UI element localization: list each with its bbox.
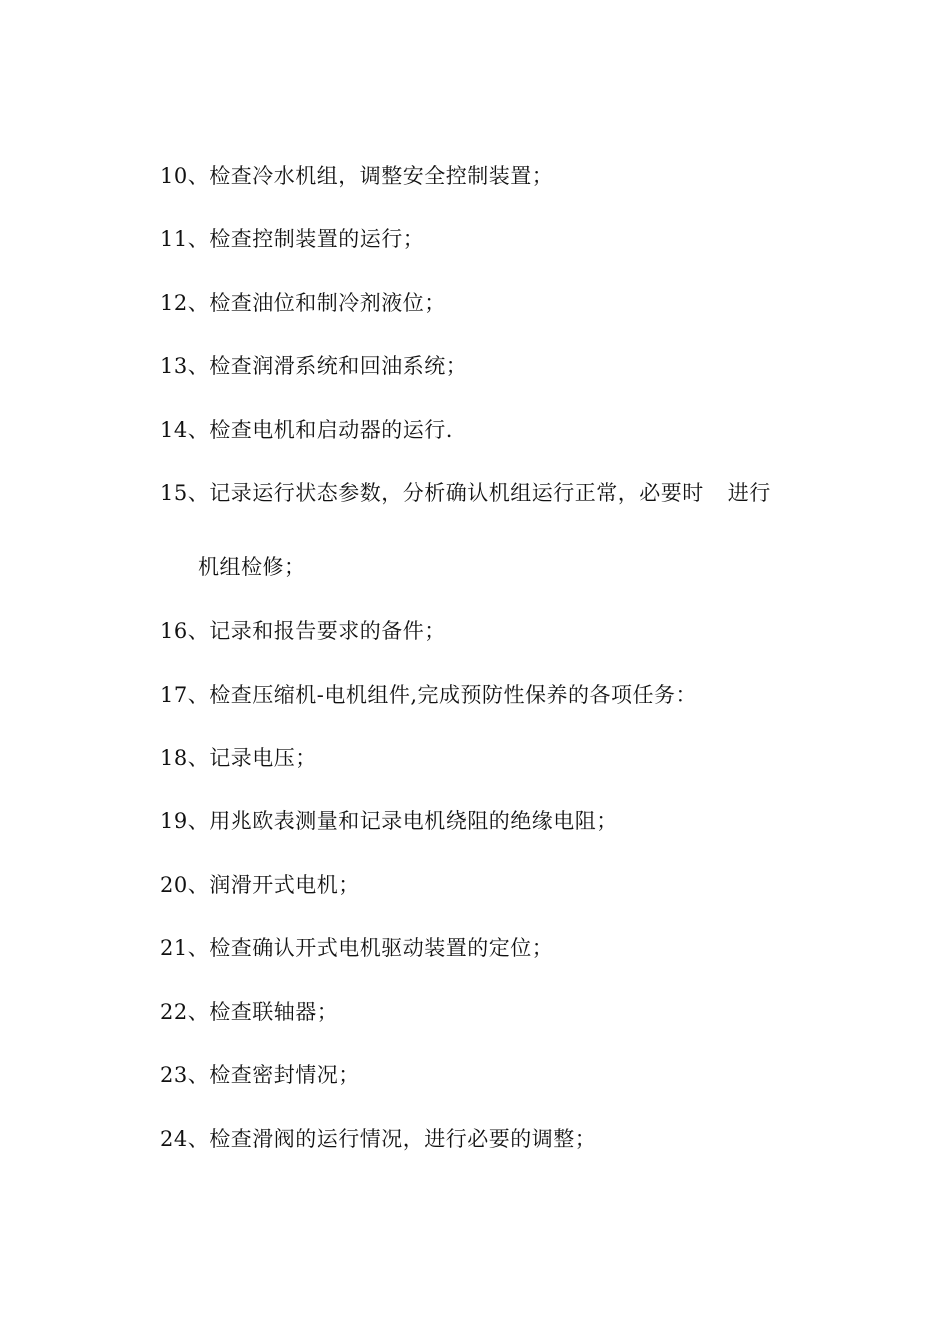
item-number: 10、 (160, 164, 210, 188)
item-text: 记录电压； (209, 746, 317, 770)
item-number: 13、 (160, 354, 210, 378)
item-text: 润滑开式电机； (209, 873, 360, 897)
list-item (160, 871, 360, 899)
item-text: 记录运行状态参数，分析确认机组运行正常，必要时 (209, 481, 704, 505)
list-item (160, 225, 424, 253)
item-text: 检查冷水机组，调整安全控制装置； (209, 164, 554, 188)
item-number: 24、 (160, 1127, 210, 1151)
item-number: 22、 (160, 1000, 210, 1024)
item-number: 19、 (160, 809, 210, 833)
list-item (160, 1125, 596, 1153)
item-number: 14、 (160, 418, 210, 442)
list-item (160, 1061, 360, 1089)
item-text: 检查联轴器； (209, 1000, 339, 1024)
item-number: 17、 (160, 683, 210, 707)
list-item (160, 998, 338, 1026)
item-number: 21、 (160, 936, 210, 960)
item-text: 检查滑阀的运行情况，进行必要的调整； (209, 1127, 597, 1151)
list-item-continuation (198, 553, 306, 581)
list-item (160, 479, 771, 507)
item-number: 16、 (160, 619, 210, 643)
list-item (160, 617, 446, 645)
item-number: 23、 (160, 1063, 210, 1087)
list-item (160, 162, 553, 190)
item-text: 检查压缩机-电机组件,完成预防性保养的各项任务： (209, 683, 698, 707)
item-text: 检查油位和制冷剂液位； (209, 291, 446, 315)
item-text: 检查润滑系统和回油系统； (209, 354, 468, 378)
list-item (160, 807, 618, 835)
item-text: 检查电机和启动器的运行. (209, 418, 453, 442)
item-text-tail: 进行 (727, 481, 771, 505)
item-number: 15、 (160, 481, 210, 505)
item-text: 机组检修； (198, 555, 306, 579)
list-item (160, 416, 453, 444)
list-item (160, 934, 553, 962)
item-text: 检查控制装置的运行； (209, 227, 425, 251)
item-text: 检查确认开式电机驱动装置的定位； (209, 936, 554, 960)
item-text: 检查密封情况； (209, 1063, 360, 1087)
item-number: 12、 (160, 291, 210, 315)
item-text: 记录和报告要求的备件； (209, 619, 446, 643)
list-item (160, 352, 467, 380)
list-item (160, 681, 697, 709)
item-number: 11、 (160, 227, 210, 251)
item-number: 20、 (160, 873, 210, 897)
list-item (160, 744, 317, 772)
item-number: 18、 (160, 746, 210, 770)
list-item (160, 289, 446, 317)
item-text: 用兆欧表测量和记录电机绕阻的绝缘电阻； (209, 809, 618, 833)
